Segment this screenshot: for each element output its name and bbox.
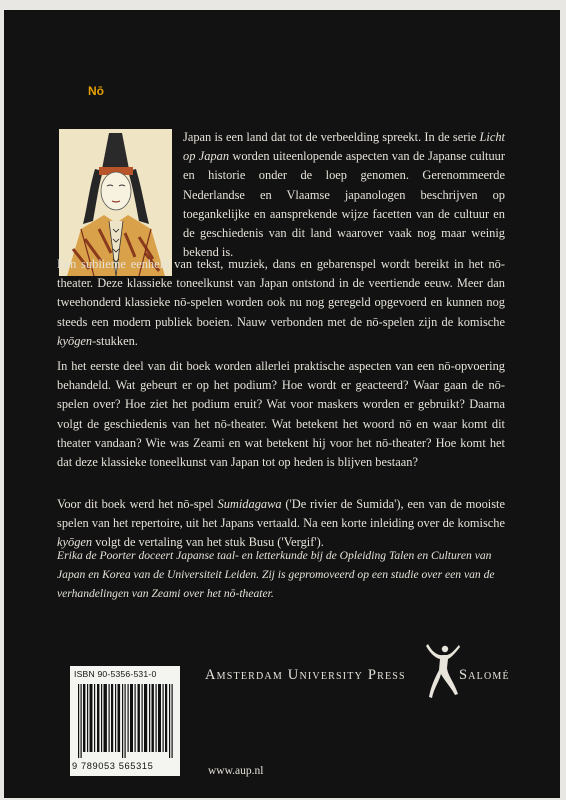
book-title: Nō [88, 84, 104, 98]
barcode-bars [76, 684, 174, 758]
author-bio: Erika de Poorter doceert Japanse taal- en letterkunde bij de Opleiding Talen en Culturen van Japan en Korea van de Universiteit Leiden. Zij is gepromoveerd op een studie over een van de verhandelingen van Zeami over het nō-theater. [57, 549, 495, 600]
noh-actor-illustration [59, 129, 172, 276]
translation-paragraph: Voor dit boek werd het nō-spel Sumidagawa ('De rivier de Sumida'), een van de mooiste spelen van het repertoire, uit het Japans vertaald. Na een korte inleiding over de komische kyōgen volgt de vertaling van het stuk Busu ('Vergif'). [57, 497, 505, 550]
isbn-barcode [70, 666, 180, 776]
salome-dancer-logo [424, 642, 462, 700]
no-theater-paragraph: Een sublieme eenheid van tekst, muziek, dans en gebarenspel wordt bereikt in het nō-theater. Deze klassieke toneelkunst van Japan ontstond in de veertiende eeuw. Meer dan tweehonderd klassieke nō-spelen worden ook nu nog geregeld opgevoerd en kunnen nog steeds een modern publiek boeien. Nauw verbonden met de nō-spelen zijn de komische kyōgen-stukken. [57, 257, 505, 348]
isbn-number: ISBN 90-5356-531-0 [74, 669, 157, 679]
ean-number: 9 789053 565315 [72, 761, 154, 771]
intro-paragraph: Japan is een land dat tot de verbeelding spreekt. In de serie Licht op Japan worden uiteenlopende aspecten van de Japanse cultuur en historie onder de loep genomen. Gerenommeerde Nederlandse en Vlaamse japanologen beschrijven op toegankelijke en aansprekende wijze facetten van de cultuur en de geschiedenis van dit land waarover vaak nog maar weinig bekend is. [183, 130, 505, 260]
publisher-name: Amsterdam University Press [205, 667, 406, 683]
book-contents-paragraph: In het eerste deel van dit boek worden allerlei praktische aspecten van een nō-opvoering behandeld. Wat gebeurt er op het podium? Hoe wordt er geacteerd? Waar gaan de nō-spelen over? Hoe ziet het podium eruit? Wat voor maskers worden er gebruikt? Daarna volgt de geschiedenis van het nō-theater. Wat betekent het woord nō en waar komt dit theater vandaan? Wie was Zeami en wat betekent hij voor het nō-theater? Hoe komt het dat deze klassieke toneelkunst van Japan tot op heden is blijven bestaan? [57, 359, 505, 470]
imprint-name: Salomé [459, 667, 510, 683]
website-url: www.aup.nl [208, 765, 264, 777]
